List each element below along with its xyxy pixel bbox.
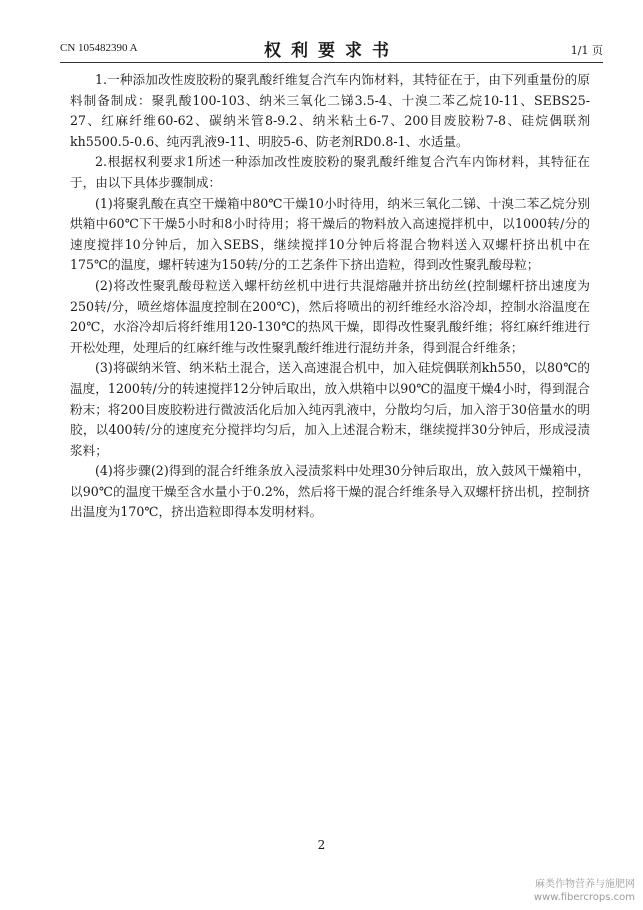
page-header	[60, 36, 603, 61]
header-divider	[60, 62, 603, 63]
claim-2-step-2: (2)将改性聚乳酸母粒送入螺杆纺丝机中进行共混熔融并挤出纺丝(控制螺杆挤出速度为250转/分，喷丝熔体温度控制在200℃)，然后将喷出的初纤维经水浴冷却，控制水浴温度在20℃，水浴冷却后将纤维用120-130℃的热风干燥，即得改性聚乳酸纤维；将红麻纤维进行开松处理，处理后的红麻纤维与改性聚乳酸纤维进行混纺并条，得到混合纤维条；	[70, 277, 590, 355]
claims-body	[70, 70, 590, 523]
watermark-url: www.fibercrops.com	[533, 892, 635, 903]
claim-1: 1.一种添加改性废胶粉的聚乳酸纤维复合汽车内饰材料，其特征在于，由下列重量份的原料制备制成：聚乳酸100-103、纳米三氧化二锑3.5-4、十溴二苯乙烷10-11、SEBS25-27、红麻纤维60-62、碳纳米管8-9.2、纳米粘土6-7、200目废胶粉7-8、硅烷偶联剂kh5500.5-0.6、纯丙乳液9-11、明胶5-6、防老剂RD0.8-1、水适量。	[70, 72, 590, 149]
claim-2-step-4: (4)将步骤(2)得到的混合纤维条放入浸渍浆料中处理30分钟后取出，放入鼓风干燥箱中，以90℃的温度干燥至含水量小于0.2%，然后将干燥的混合纤维条导入双螺杆挤出机，控制挤出温度为170℃，挤出造粒即得本发明材料。	[70, 463, 590, 520]
site-watermark	[515, 878, 635, 904]
page-number: 2	[317, 838, 326, 852]
publication-number: CN 105482390 A	[60, 42, 138, 54]
watermark-site-name: 麻类作物营养与施肥网	[535, 879, 635, 890]
claim-2-step-3: (3)将碳纳米管、纳米粘土混合，送入高速混合机中，加入硅烷偶联剂kh550，以80℃的温度，1200转/分的转速搅拌12分钟后取出，放入烘箱中以90℃的温度干燥4小时，得到混合粉末；将200目废胶粉进行微波活化后加入纯丙乳液中，分散均匀后，加入溶于30倍量水的明胶，以400转/分的速度充分搅拌均匀后，加入上述混合粉末，继续搅拌30分钟后，形成浸渍浆料；	[70, 360, 590, 458]
claim-2: 2.根据权利要求1所述一种添加改性废胶粉的聚乳酸纤维复合汽车内饰材料，其特征在于，由以下具体步骤制成：	[70, 154, 590, 190]
page-title: 权利要求书	[264, 41, 399, 61]
page-count: 1/1 页	[570, 44, 603, 57]
claim-2-step-1: (1)将聚乳酸在真空干燥箱中80℃干燥10小时待用，纳米三氧化二锑、十溴二苯乙烷分别烘箱中60℃下干燥5小时和8小时待用；将干燥后的物料放入高速搅拌机中，以1000转/分的速度搅拌10分钟后，加入SEBS，继续搅拌10分钟后将混合物料送入双螺杆挤出机中在175℃的温度，螺杆转速为150转/分的工艺条件下挤出造粒，得到改性聚乳酸母粒；	[70, 195, 590, 273]
